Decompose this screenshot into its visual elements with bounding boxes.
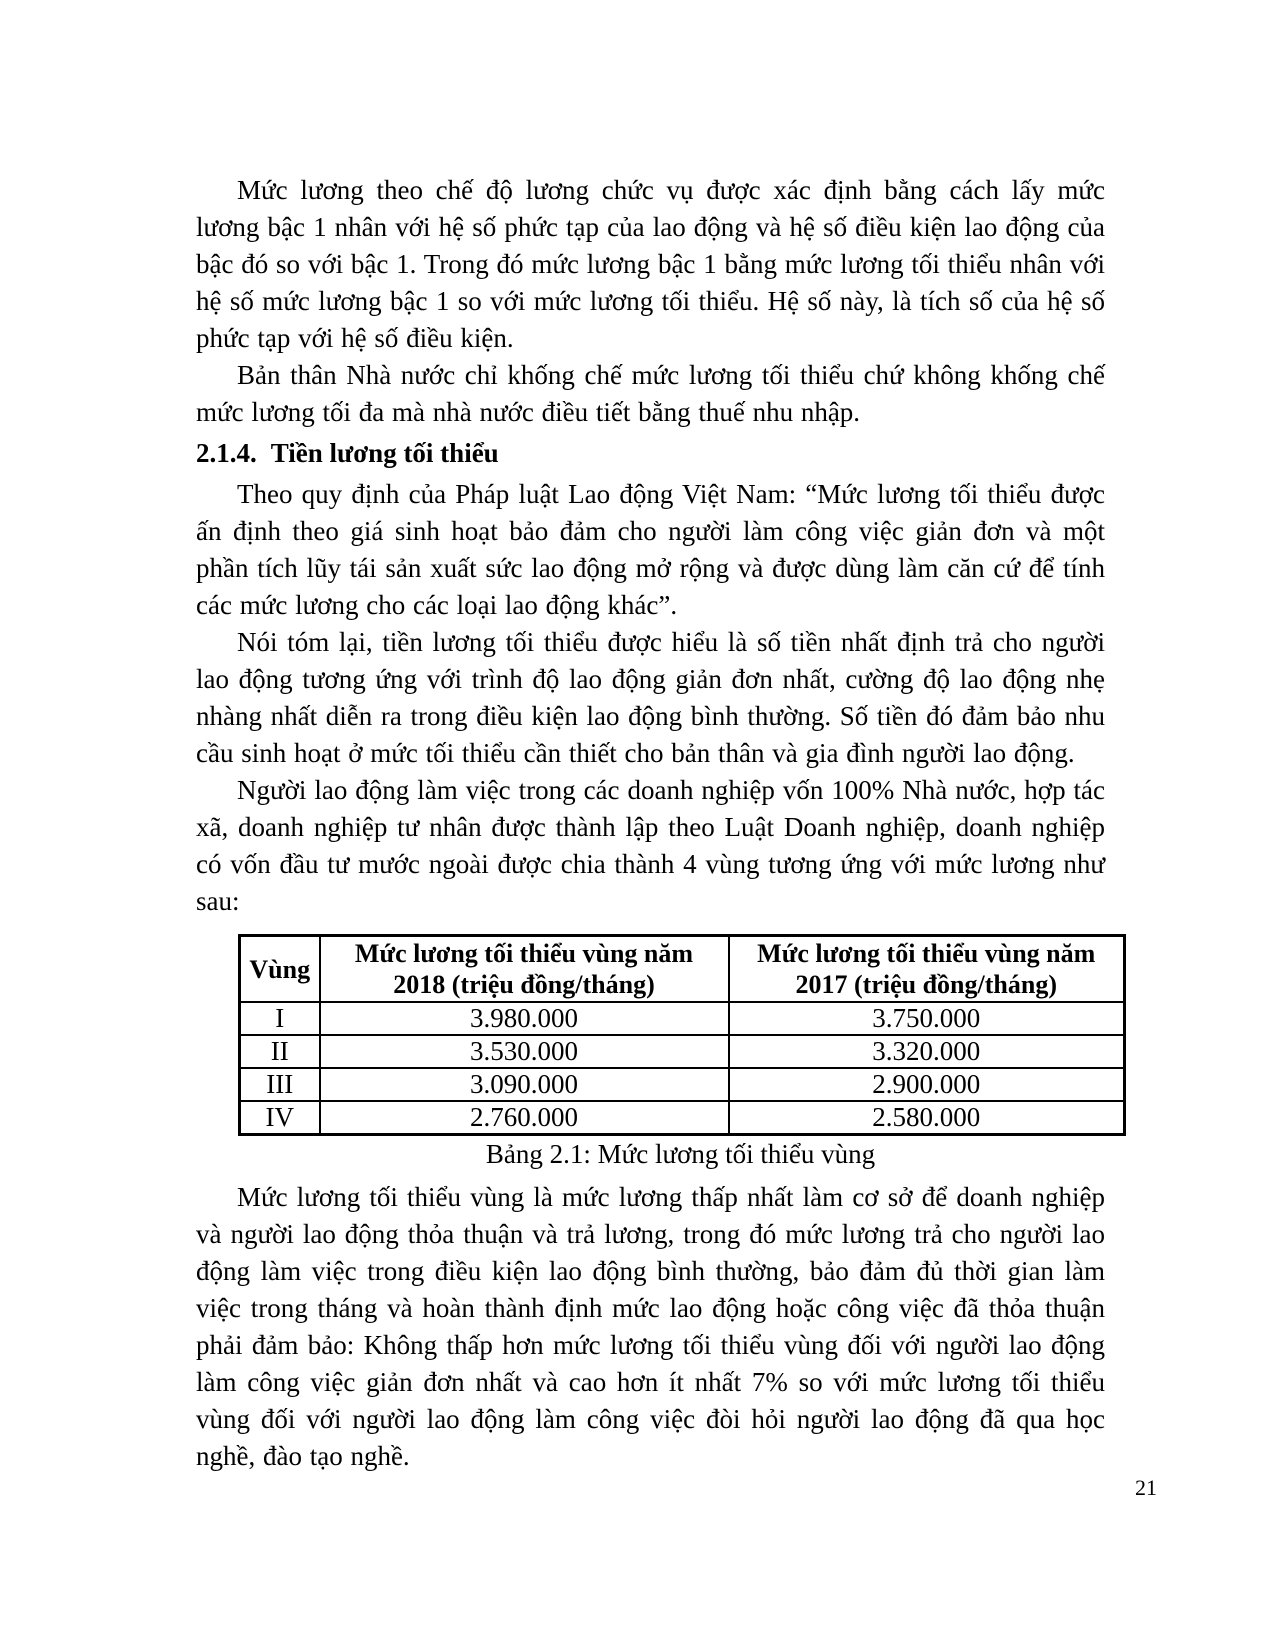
section-number: 2.1.4. — [196, 438, 257, 468]
table-row-region-4 — [240, 1101, 1125, 1135]
section-title: Tiền lương tối thiểu — [270, 438, 499, 468]
paragraph-law-definition: Theo quy định của Pháp luật Lao động Việt Nam: “Mức lương tối thiểu được ấn định theo giá sinh hoạt bảo đảm cho người làm công việc giản đơn và một phần tích lũy tái sản xuất sức lao động mở rộng và được dùng làm căn cứ để tính các mức lương cho các loại lao động khác”. — [196, 479, 1105, 620]
cell-region: IV — [240, 1101, 320, 1135]
cell-wage-2017: 3.320.000 — [729, 1035, 1125, 1068]
paragraph-wage-grade: Mức lương theo chế độ lương chức vụ được xác định bằng cách lấy mức lương bậc 1 nhân với hệ số phức tạp của lao động và hệ số điều kiện lao động của bậc đó so với bậc 1. Trong đó mức lương bậc 1 bằng mức lương tối thiểu nhân với hệ số mức lương bậc 1 so với mức lương tối thiểu. Hệ số này, là tích số của hệ số phức tạp với hệ số điều kiện. — [196, 175, 1105, 353]
table-caption: Bảng 2.1: Mức lương tối thiểu vùng — [485, 1139, 876, 1169]
table-row-region-3 — [240, 1068, 1125, 1101]
minimum-wage-table — [238, 934, 1126, 1136]
cell-wage-2018: 3.530.000 — [320, 1035, 729, 1068]
cell-region: II — [240, 1035, 320, 1068]
table-header-row — [240, 936, 1125, 1003]
table-row-region-2 — [240, 1035, 1125, 1068]
cell-wage-2018: 2.760.000 — [320, 1101, 729, 1135]
paragraph-regions-intro: Người lao động làm việc trong các doanh nghiệp vốn 100% Nhà nước, hợp tác xã, doanh nghiệp tư nhân được thành lập theo Luật Doanh nghiệp, doanh nghiệp có vốn đầu tư mước ngoài được chia thành 4 vùng tương ứng với mức lương như sau: — [196, 775, 1105, 916]
cell-region: III — [240, 1068, 320, 1101]
cell-wage-2017: 2.900.000 — [729, 1068, 1125, 1101]
cell-wage-2017: 2.580.000 — [729, 1101, 1125, 1135]
table-row-region-1 — [240, 1002, 1125, 1035]
section-heading-2-1-4 — [196, 435, 1105, 472]
paragraph-state-control: Bản thân Nhà nước chỉ khống chế mức lương tối thiểu chứ không khống chế mức lương tối đa mà nhà nước điều tiết bằng thuế nhu nhập. — [196, 360, 1105, 427]
page-number: 21 — [1135, 1475, 1157, 1500]
header-wage-2017: Mức lương tối thiểu vùng năm 2017 (triệu đồng/tháng) — [729, 936, 1125, 1003]
paragraph-summary-definition: Nói tóm lại, tiền lương tối thiểu được hiểu là số tiền nhất định trả cho người lao động tương ứng với trình độ lao động giản đơn nhất, cường độ lao động nhẹ nhàng nhất diễn ra trong điều kiện lao động bình thường. Số tiền đó đảm bảo nhu cầu sinh hoạt ở mức tối thiểu cần thiết cho bản thân và gia đình người lao động. — [196, 627, 1105, 768]
paragraph-region-wage-rules: Mức lương tối thiểu vùng là mức lương thấp nhất làm cơ sở để doanh nghiệp và người lao động thỏa thuận và trả lương, trong đó mức lương trả cho người lao động làm việc trong điều kiện lao động bình thường, bảo đảm đủ thời gian làm việc trong tháng và hoàn thành định mức lao động hoặc công việc đã thỏa thuận phải đảm bảo: Không thấp hơn mức lương tối thiểu vùng đối với người lao động làm công việc giản đơn nhất và cao hơn ít nhất 7% so với mức lương tối thiểu vùng đối với người lao động làm công việc đòi hỏi người lao động đã qua học nghề, đào tạo nghề. — [196, 1182, 1105, 1471]
header-region: Vùng — [240, 936, 320, 1003]
cell-wage-2018: 3.980.000 — [320, 1002, 729, 1035]
page-content — [196, 172, 1105, 1475]
header-wage-2018: Mức lương tối thiểu vùng năm 2018 (triệu đồng/tháng) — [320, 936, 729, 1003]
cell-wage-2018: 3.090.000 — [320, 1068, 729, 1101]
cell-wage-2017: 3.750.000 — [729, 1002, 1125, 1035]
cell-region: I — [240, 1002, 320, 1035]
